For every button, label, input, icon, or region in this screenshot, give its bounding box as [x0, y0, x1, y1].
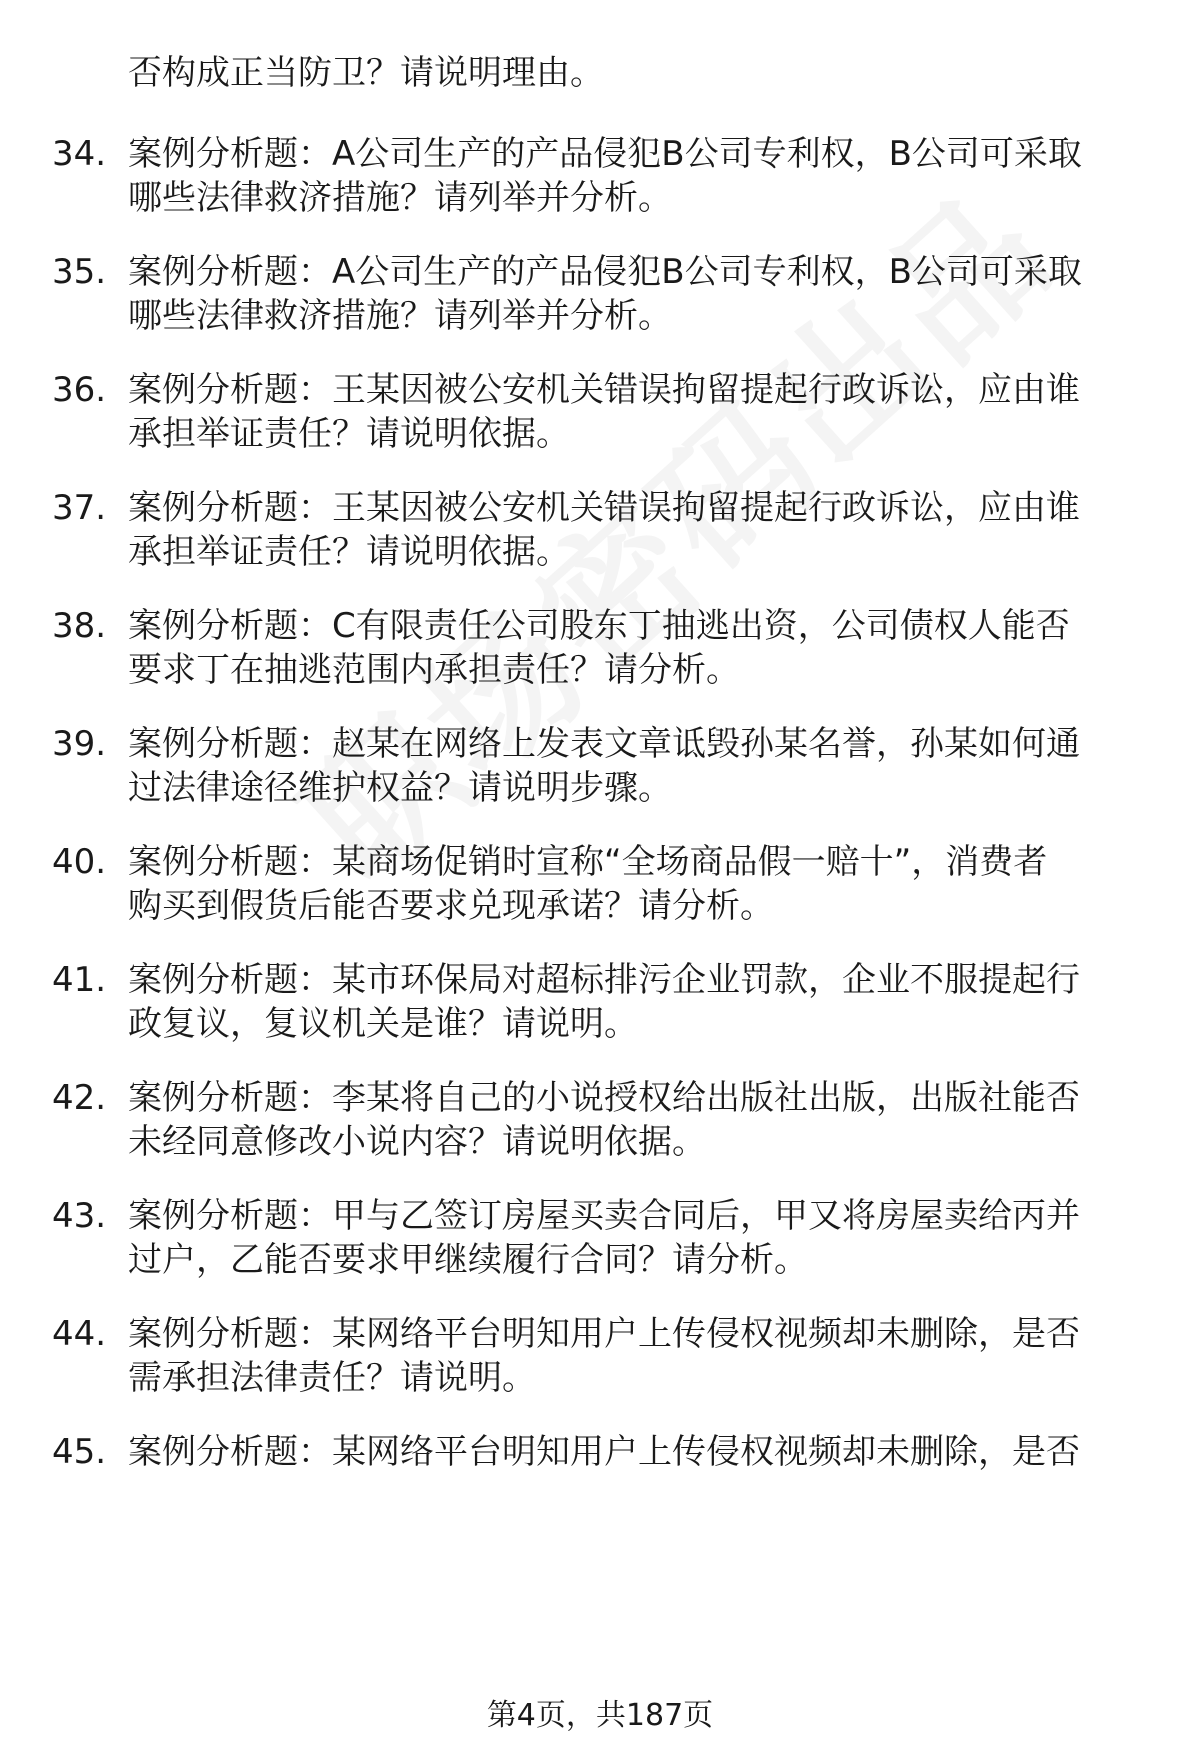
question-line-1: 案例分析题：某网络平台明知用户上传侵权视频却未删除，是否 — [128, 1314, 1080, 1354]
question-line-1: 案例分析题：甲与乙签订房屋买卖合同后，甲又将房屋卖给丙并 — [128, 1196, 1080, 1236]
question-line-1: 案例分析题：A公司生产的产品侵犯B公司专利权，B公司可采取 — [128, 252, 1082, 292]
question-line-2: 购买到假货后能否要求兑现承诺？请分析。 — [128, 886, 774, 926]
question-line-1: 案例分析题：某市环保局对超标排污企业罚款，企业不服提起行 — [128, 960, 1080, 1000]
question-number: 45. — [52, 1432, 107, 1472]
question-line-2: 过户，乙能否要求甲继续履行合同？请分析。 — [128, 1240, 808, 1280]
question-line-2: 要求丁在抽逃范围内承担责任？请分析。 — [128, 650, 740, 690]
page-footer: 第4页，共187页 — [486, 1698, 714, 1733]
question-number: 35. — [52, 252, 107, 292]
question-line-1: 案例分析题：A公司生产的产品侵犯B公司专利权，B公司可采取 — [128, 134, 1082, 174]
question-line-2: 过法律途径维护权益？请说明步骤。 — [128, 768, 672, 808]
question-number: 44. — [52, 1314, 107, 1354]
question-number: 40. — [52, 842, 107, 882]
question-line-2: 哪些法律救济措施？请列举并分析。 — [128, 296, 672, 336]
continuation-line: 否构成正当防卫？请说明理由。 — [128, 53, 604, 93]
question-number: 34. — [52, 134, 107, 174]
question-number: 36. — [52, 370, 107, 410]
question-number: 38. — [52, 606, 107, 646]
question-line-1: 案例分析题：李某将自己的小说授权给出版社出版，出版社能否 — [128, 1078, 1080, 1118]
question-number: 37. — [52, 488, 107, 528]
question-line-1: 案例分析题：某商场促销时宣称“全场商品假一赔十”，消费者 — [128, 842, 1048, 882]
question-number: 42. — [52, 1078, 107, 1118]
question-line-1: 案例分析题：赵某在网络上发表文章诋毁孙某名誉，孙某如何通 — [128, 724, 1080, 764]
question-line-2: 政复议，复议机关是谁？请说明。 — [128, 1004, 638, 1044]
question-line-2: 未经同意修改小说内容？请说明依据。 — [128, 1122, 706, 1162]
question-line-1: 案例分析题：王某因被公安机关错误拘留提起行政诉讼，应由谁 — [128, 488, 1080, 528]
question-number: 39. — [52, 724, 107, 764]
question-number: 41. — [52, 960, 107, 1000]
question-line-1: 案例分析题：王某因被公安机关错误拘留提起行政诉讼，应由谁 — [128, 370, 1080, 410]
question-number: 43. — [52, 1196, 107, 1236]
question-line-2: 承担举证责任？请说明依据。 — [128, 414, 570, 454]
question-line-1: 案例分析题：C有限责任公司股东丁抽逃出资，公司债权人能否 — [128, 606, 1070, 646]
question-line-2: 哪些法律救济措施？请列举并分析。 — [128, 178, 672, 218]
question-line-2: 需承担法律责任？请说明。 — [128, 1358, 536, 1398]
question-line-2: 承担举证责任？请说明依据。 — [128, 532, 570, 572]
question-line-1: 案例分析题：某网络平台明知用户上传侵权视频却未删除，是否 — [128, 1432, 1080, 1472]
